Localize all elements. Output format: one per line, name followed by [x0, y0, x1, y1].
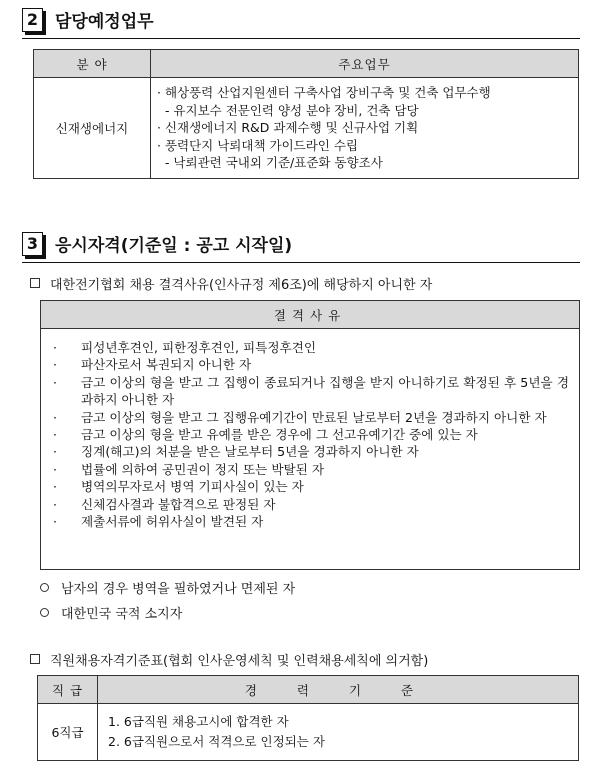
section-3-header	[22, 232, 292, 256]
disqualification-list	[41, 329, 579, 530]
section-number: 3	[22, 232, 43, 256]
section-number: 2	[22, 8, 43, 32]
list-item: · 법률에 의하여 공민권이 정지 또는 박탈된 자	[53, 461, 324, 477]
circle-bullet-icon	[40, 608, 49, 617]
criteria-table	[37, 675, 579, 761]
duty-line: · 해상풍력 산업지원센터 구축사업 장비구축 및 건축 업무수행	[157, 85, 491, 100]
column-header-field: 분 야	[34, 50, 151, 78]
duty-line: - 낙뢰관련 국내외 기준/표준화 동향조사	[157, 155, 383, 171]
duty-line: - 유지보수 전문인력 양성 분야 장비, 건축 담당	[157, 102, 419, 118]
section-title: 담당예정업무	[55, 12, 154, 32]
qualification-item: 남자의 경우 병역을 필하였거나 면제된 자	[40, 578, 295, 597]
qualification-item: 대한전기협회 채용 결격사유(인사규정 제6조)에 해당하지 아니한 자	[30, 274, 432, 293]
circle-bullet-icon	[40, 583, 49, 592]
section-divider	[22, 262, 580, 263]
list-item: · 신체검사결과 불합격으로 판정된 자	[53, 496, 276, 512]
list-item: · 징계(해고)의 처분을 받은 날로부터 5년을 경과하지 아니한 자	[53, 444, 419, 460]
section-2-header	[22, 8, 154, 32]
list-item: · 파산자로서 복권되지 아니한 자	[53, 357, 252, 373]
duties-cell	[151, 78, 579, 179]
checkbox-square-icon	[30, 654, 40, 664]
checkbox-square-icon	[30, 278, 40, 288]
list-item: · 금고 이상의 형을 받고 그 집행이 종료되거나 집행을 받지 아니하기로 확정된 후 5년을 경과하지 아니한 자	[53, 374, 569, 408]
grade-cell: 6직급	[38, 704, 98, 761]
list-item: · 피성년후견인, 피한정후견인, 피특정후견인	[53, 340, 316, 355]
qualification-item: 직원채용자격기준표(협회 인사운영세칙 및 인력채용세칙에 의거함)	[30, 650, 428, 669]
list-item: · 제출서류에 허위사실이 발견된 자	[53, 514, 264, 530]
disqualification-title: 결격사유	[41, 301, 579, 329]
list-item: · 금고 이상의 형을 받고 유예를 받은 경우에 그 선고유예기간 중에 있는 자	[53, 427, 478, 443]
duty-line: · 풍력단지 낙뢰대책 가이드라인 수립	[157, 137, 358, 153]
criteria-line: 2. 6급직원으로서 적격으로 인정되는 자	[108, 734, 325, 749]
duty-line: · 신재생에너지 R&D 과제수행 및 신규사업 기획	[157, 120, 419, 136]
criteria-cell	[98, 704, 579, 761]
disqualification-box	[40, 300, 580, 570]
section-divider	[22, 38, 580, 39]
column-header-duties: 주요업무	[151, 50, 579, 78]
column-header-grade: 직 급	[38, 676, 98, 704]
section-title: 응시자격(기준일 : 공고 시작일)	[55, 236, 293, 256]
list-item: · 금고 이상의 형을 받고 그 집행유예기간이 만료된 날로부터 2년을 경과하지 아니한 자	[53, 409, 547, 425]
field-cell: 신재생에너지	[34, 78, 151, 179]
duties-table	[33, 49, 579, 179]
column-header-criteria: 경 력 기 준	[98, 676, 579, 704]
criteria-line: 1. 6급직원 채용고시에 합격한 자	[108, 714, 289, 729]
qualification-item: 대한민국 국적 소지자	[40, 603, 182, 622]
list-item: · 병역의무자로서 병역 기피사실이 있는 자	[53, 479, 304, 495]
